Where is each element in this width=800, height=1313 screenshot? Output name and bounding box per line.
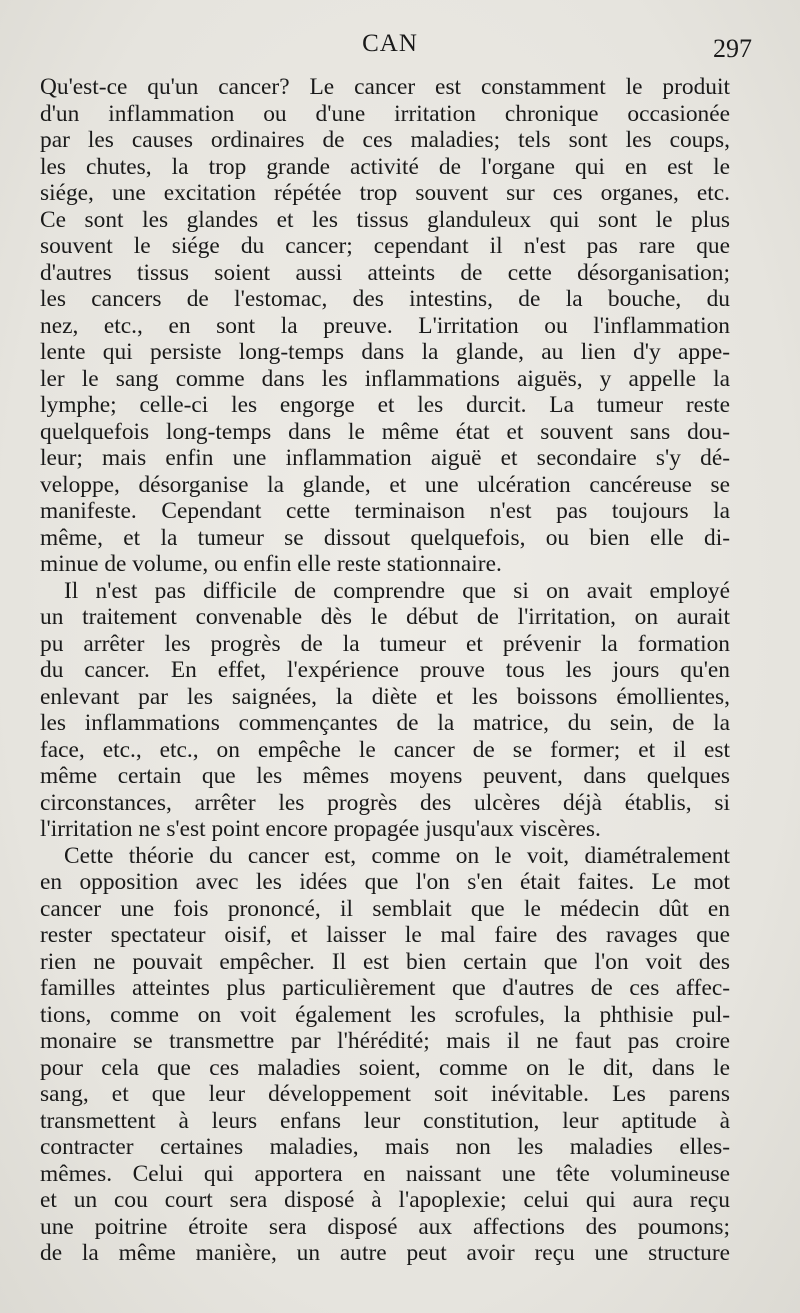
text-line: les inflammations commençantes de la matrice, du sein, de la: [40, 710, 730, 736]
text-line: Ce sont les glandes et les tissus glanduleux qui sont le plus: [40, 206, 730, 233]
text-line: sang, et que leur développement soit inévitable. Les parens: [40, 1081, 730, 1107]
text-line: du cancer. En effet, l'expérience prouve tous les jours qu'en: [40, 657, 730, 683]
text-line: Qu'est-ce qu'un cancer? Le cancer est constamment le produit: [40, 74, 730, 100]
page-number: 297: [713, 34, 752, 63]
text-line: familles atteintes plus particulièrement que d'autres de ces affec-: [40, 975, 730, 1001]
text-line: leur; mais enfin une inflammation aiguë et secondaire s'y dé-: [40, 445, 730, 471]
text-line: cancer une fois prononcé, il semblait que le médecin dût en: [40, 895, 730, 922]
text-line: pu arrêter les progrès de la tumeur et prévenir la formation: [40, 630, 730, 657]
text-line: souvent le siége du cancer; cependant il n'est pas rare que: [40, 233, 730, 259]
text-line: en opposition avec les idées que l'on s'en était faites. Le mot: [40, 869, 730, 895]
text-line: mêmes. Celui qui apportera en naissant une tête volumineuse: [40, 1160, 730, 1187]
text-line: minue de volume, ou enfin elle reste stationnaire.: [40, 551, 502, 577]
text-line: siége, une excitation répétée trop souvent sur ces organes, etc.: [40, 180, 730, 206]
text-line: Cette théorie du cancer est, comme on le voit, diamétralement: [64, 842, 730, 869]
text-line: contracter certaines maladies, mais non les maladies elles-: [40, 1134, 730, 1160]
text-line: quelquefois long-temps dans le même état et souvent sans dou-: [40, 418, 730, 445]
body-text: [40, 74, 730, 1267]
text-line: un traitement convenable dès le début de l'irritation, on aurait: [40, 604, 730, 630]
text-line: rien ne pouvait empêcher. Il est bien certain que l'on voit des: [40, 948, 730, 975]
page-header: [40, 30, 752, 70]
text-line: l'irritation ne s'est point encore propagée jusqu'aux viscères.: [40, 816, 601, 842]
text-line: les cancers de l'estomac, des intestins, de la bouche, du: [40, 286, 730, 312]
text-line: pour cela que ces maladies soient, comme on le dit, dans le: [40, 1054, 730, 1081]
text-line: Il n'est pas difficile de comprendre que si on avait employé: [64, 577, 730, 604]
text-line: transmettent à leurs enfans leur constitution, leur aptitude à: [40, 1107, 730, 1134]
text-line: face, etc., etc., on empêche le cancer de se former; et il est: [40, 736, 730, 763]
text-line: lymphe; celle-ci les engorge et les durcit. La tumeur reste: [40, 392, 730, 418]
text-line: même, et la tumeur se dissout quelquefois, ou bien elle di-: [40, 524, 730, 551]
text-line: ler le sang comme dans les inflammations aiguës, y appelle la: [40, 365, 730, 392]
text-line: d'autres tissus soient aussi atteints de cette désorganisation;: [40, 259, 730, 286]
text-line: de la même manière, un autre peut avoir reçu une structure: [40, 1240, 730, 1266]
running-head: CAN: [362, 30, 418, 57]
text-line: lente qui persiste long-temps dans la glande, au lien d'y appe-: [40, 339, 730, 365]
text-line: et un cou court sera disposé à l'apoplexie; celui qui aura reçu: [40, 1187, 730, 1213]
text-line: nez, etc., en sont la preuve. L'irritation ou l'inflammation: [40, 312, 730, 339]
text-line: veloppe, désorganise la glande, et une ulcération cancéreuse se: [40, 471, 730, 498]
text-line: les chutes, la trop grande activité de l'organe qui en est le: [40, 153, 730, 180]
text-line: manifeste. Cependant cette terminaison n'est pas toujours la: [40, 498, 730, 524]
text-line: par les causes ordinaires de ces maladies; tels sont les coups,: [40, 127, 730, 153]
text-line: même certain que les mêmes moyens peuvent, dans quelques: [40, 763, 730, 789]
text-line: une poitrine étroite sera disposé aux affections des poumons;: [40, 1213, 730, 1240]
text-line: circonstances, arrêter les progrès des ulcères déjà établis, si: [40, 789, 730, 816]
text-line: monaire se transmettre par l'hérédité; mais il ne faut pas croire: [40, 1028, 730, 1054]
text-line: rester spectateur oisif, et laisser le mal faire des ravages que: [40, 922, 730, 948]
text-line: enlevant par les saignées, la diète et les boissons émollientes,: [40, 683, 730, 710]
text-line: tions, comme on voit également les scrofules, la phthisie pul-: [40, 1001, 730, 1028]
text-line: d'un inflammation ou d'une irritation chronique occasionée: [40, 100, 730, 127]
